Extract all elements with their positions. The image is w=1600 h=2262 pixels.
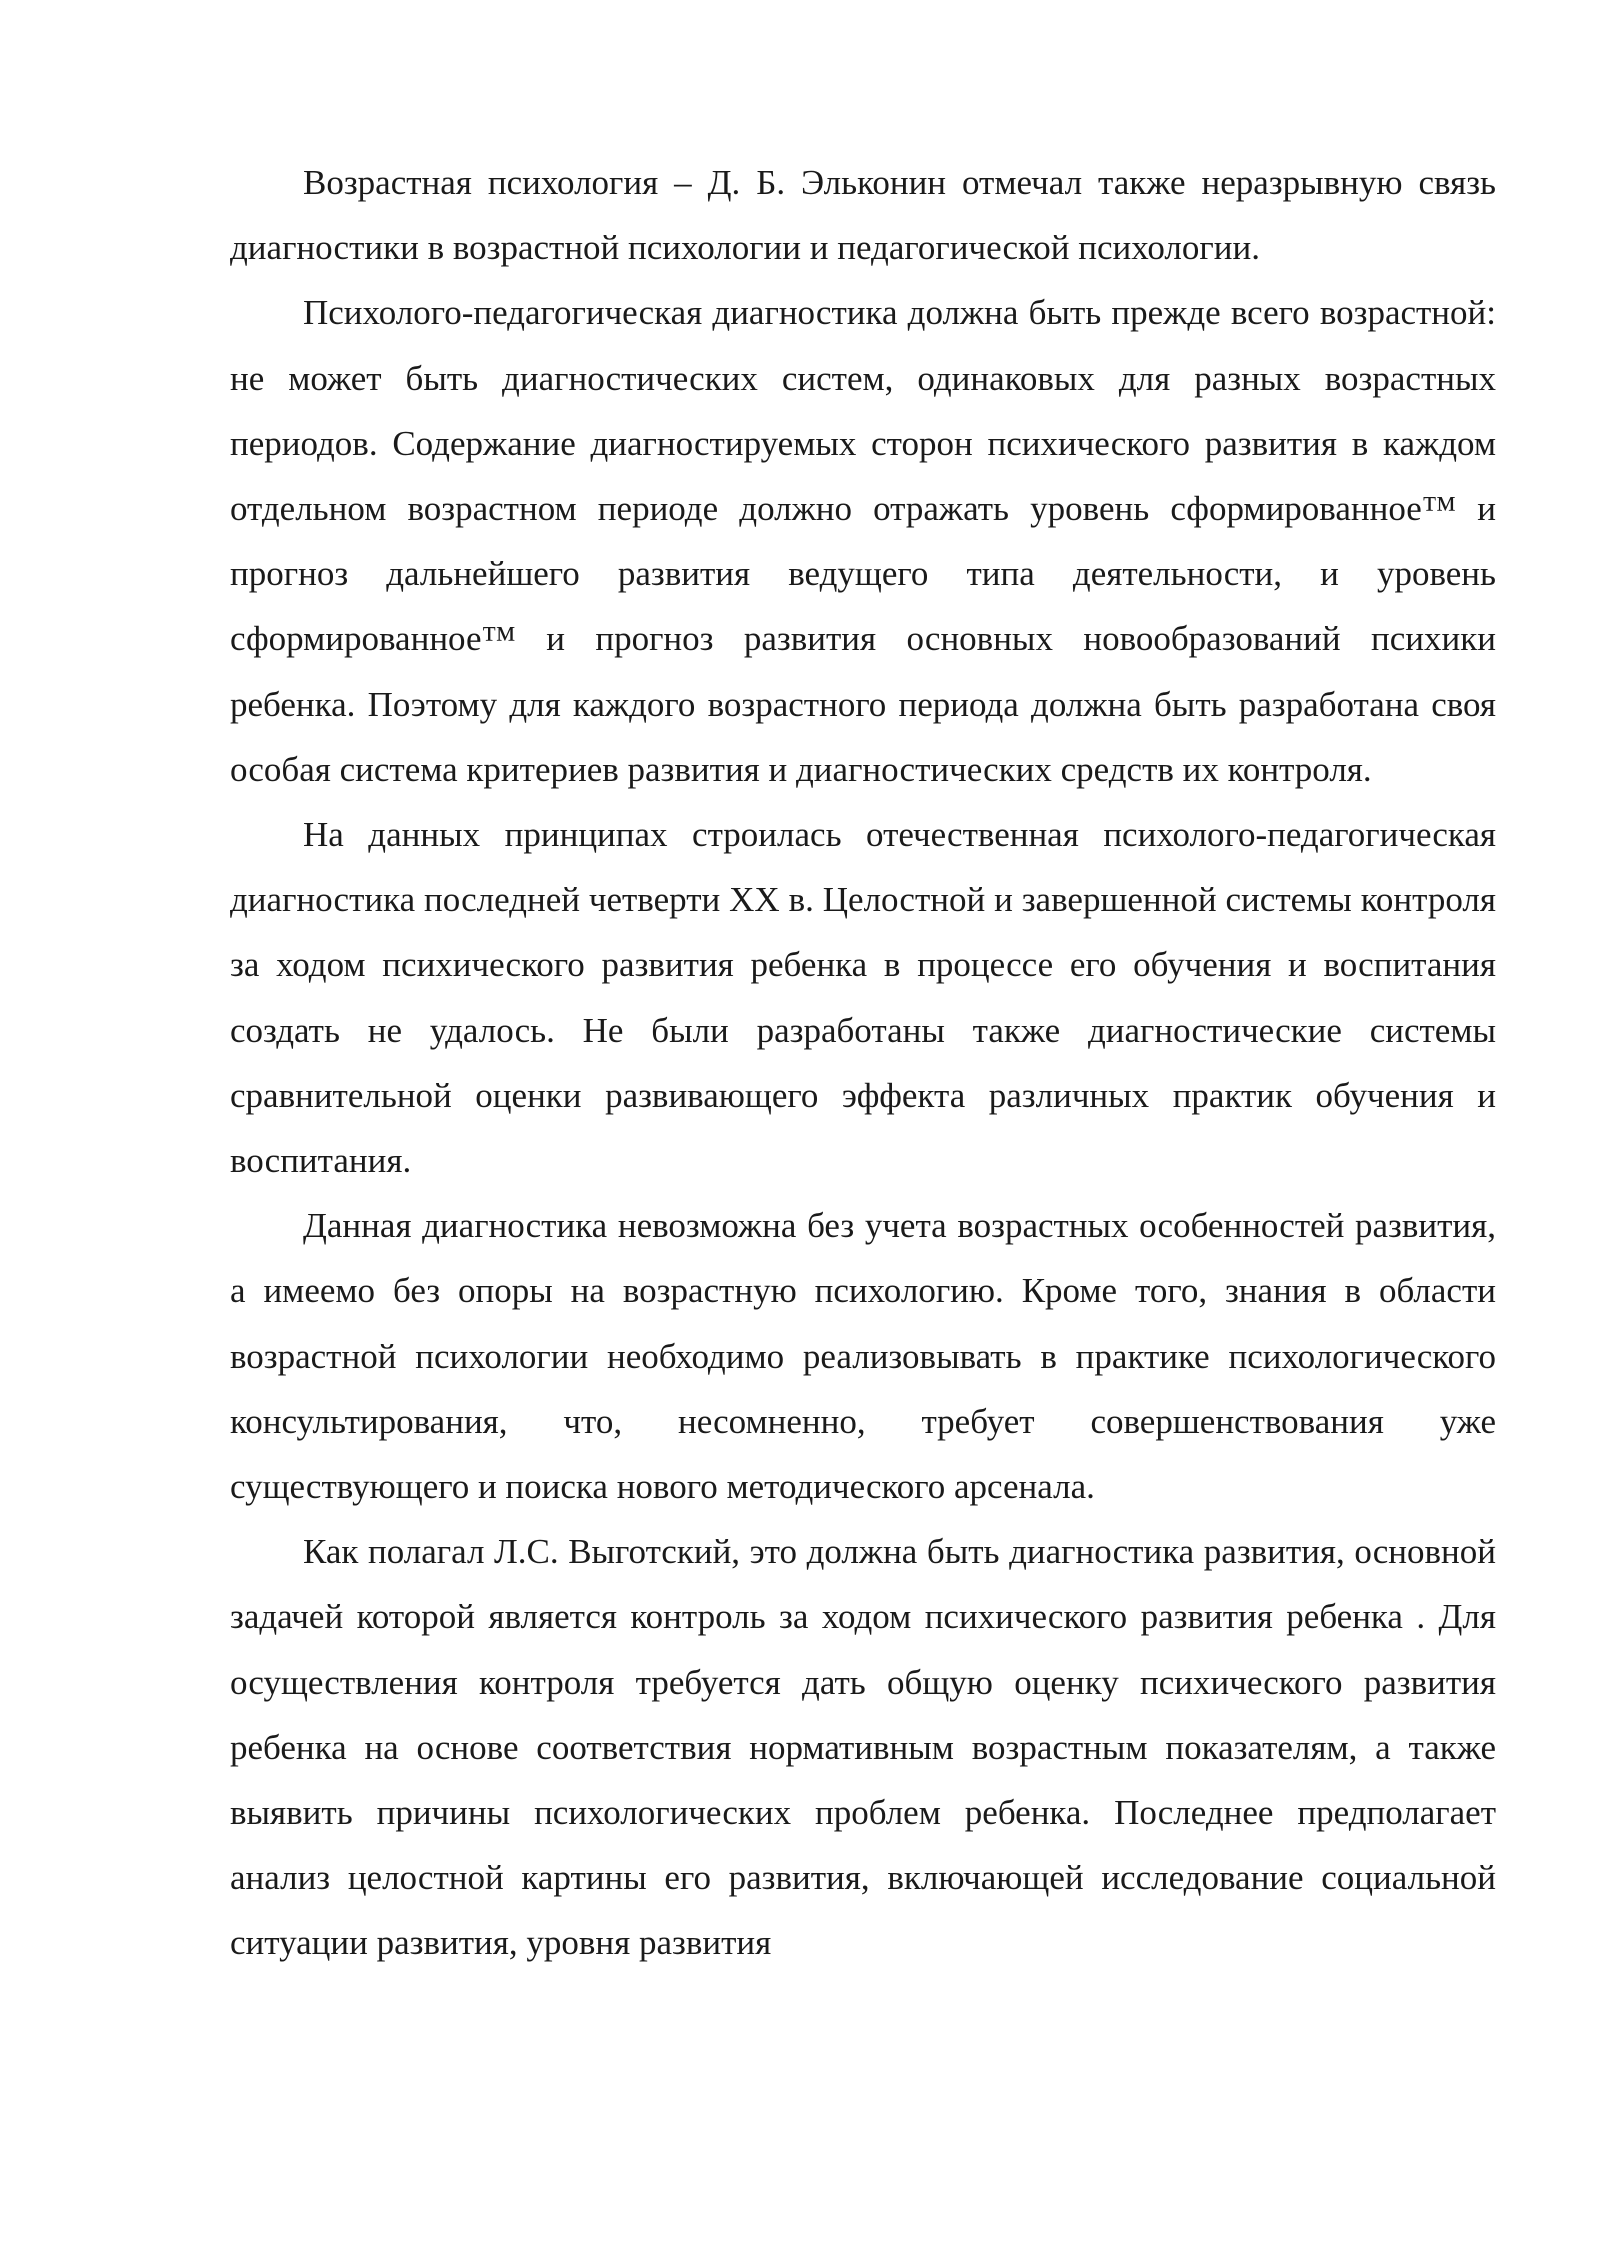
paragraph-2: Психолого-педагогическая диагностика должна быть прежде всего возрастной: не может быть диагностических систем, одинаковых для разных возрастных периодов. Содержание диагностируемых сторон психического развития в каждом отдельном возрастном периоде должно отражать уровень сформированное™ и прогноз дальнейшего развития ведущего типа деятельности, и уровень сформированное™ и прогноз развития основных новообразований психики ребенка. Поэтому для каждого возрастного периода должна быть разработана своя особая система критериев развития и диагностических средств их контроля.	[230, 293, 1496, 789]
document-page	[230, 150, 1496, 1976]
paragraph-3: На данных принципах строилась отечественная психолого-педагогическая диагностика последней четверти XX в. Целостной и завершенной системы контроля за ходом психического развития ребенка в процессе его обучения и воспитания создать не удалось. Не были разработаны также диагностические системы сравнительной оценки развивающего эффекта различных практик обучения и воспитания.	[230, 815, 1496, 1181]
paragraph-1: Возрастная психология – Д. Б. Эльконин отмечал также неразрывную связь диагностики в возрастной психологии и педагогической психологии.	[230, 163, 1496, 268]
paragraph-4: Данная диагностика невозможна без учета возрастных особенностей развития, а имеемо без опоры на возрастную психологию. Кроме того, знания в области возрастной психологии необходимо реализовывать в практике психологического консультирования, что, несомненно, требует совершенствования уже существующего и поиска нового методического арсенала.	[230, 1206, 1496, 1507]
paragraph-5: Как полагал Л.С. Выготский, это должна быть диагностика развития, основной задачей которой является контроль за ходом психического развития ребенка . Для осуществления контроля требуется дать общую оценку психического развития ребенка на основе соответствия нормативным возрастным показателям, а также выявить причины психологических проблем ребенка. Последнее предполагает анализ целостной картины его развития, включающей исследование социальной ситуации развития, уровня развития	[230, 1532, 1496, 1963]
